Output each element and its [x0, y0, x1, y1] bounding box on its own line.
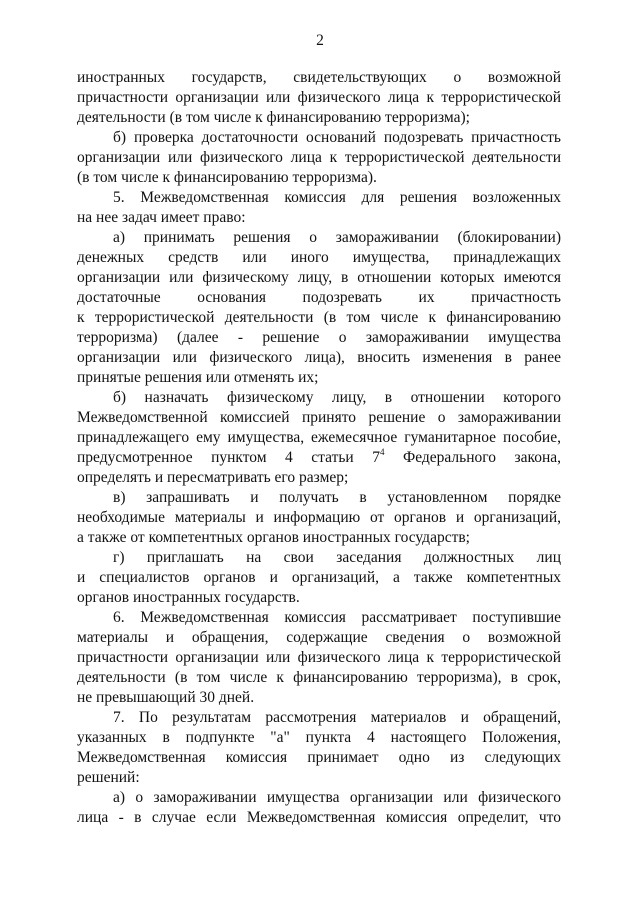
text-line: деятельности (в том числе к финансированию терроризма), в срок,: [77, 669, 561, 686]
text-line: в) запрашивать и получать в установленном порядке: [113, 489, 561, 506]
page-number: 2: [316, 32, 324, 49]
text-line: денежных средств или иного имущества, принадлежащих: [77, 249, 561, 266]
paragraph: [77, 488, 561, 548]
text-line: указанных в подпункте "а" пункта 4 настоящего Положения,: [77, 729, 561, 746]
text-line: а) о замораживании имущества организации или физического: [113, 789, 561, 806]
paragraph: [77, 228, 561, 388]
paragraph: [77, 708, 561, 788]
text-line: причастности организации или физического лица к террористической: [77, 649, 561, 666]
text-line: к террористической деятельности (в том числе к финансированию: [77, 309, 561, 326]
text-fragment: предусмотренное пунктом 4 статьи 7: [77, 449, 380, 466]
paragraph: [77, 128, 561, 188]
text-line: 7. По результатам рассмотрения материалов и обращений,: [113, 709, 561, 726]
text-line: б) назначать физическому лицу, в отношении которого: [113, 389, 561, 406]
text-line: лица - в случае если Межведомственная комиссия определит, что: [77, 809, 561, 826]
text-line: [77, 448, 561, 468]
text-line: Межведомственная комиссия принимает одно из следующих: [77, 749, 561, 766]
text-line: Межведомственной комиссией принято решение о замораживании: [77, 409, 561, 426]
text-line: достаточные основания подозревать их причастность: [77, 289, 561, 306]
text-line: терроризма) (далее - решение о замораживании имущества: [77, 329, 561, 346]
text-line: не превышающий 30 дней.: [77, 689, 255, 706]
text-line: принадлежащего ему имущества, ежемесячное гуманитарное пособие,: [77, 429, 561, 446]
paragraph: [77, 548, 561, 608]
text-line: решений:: [77, 769, 140, 786]
paragraph: [77, 388, 561, 488]
paragraph: [77, 68, 561, 128]
text-line: необходимые материалы и информацию от органов и организаций,: [77, 509, 561, 526]
text-line: материалы и обращения, содержащие сведения о возможной: [77, 629, 561, 646]
text-line: б) проверка достаточности оснований подозревать причастность: [113, 129, 561, 146]
text-line: принятые решения или отменять их;: [77, 369, 319, 386]
text-line: а также от компетентных органов иностранных государств;: [77, 529, 470, 546]
text-line: (в том числе к финансированию терроризма).: [77, 169, 377, 186]
text-line: на нее задач имеет право:: [77, 209, 246, 226]
paragraph: [77, 608, 561, 708]
text-line: деятельности (в том числе к финансированию терроризма);: [77, 109, 470, 126]
paragraph: [77, 788, 561, 828]
document-body: [77, 68, 561, 828]
text-line: а) принимать решения о замораживании (блокировании): [113, 229, 561, 246]
text-line: организации или физическому лицу, в отношении которых имеются: [77, 269, 561, 286]
paragraph: [77, 188, 561, 228]
text-line: 5. Межведомственная комиссия для решения возложенных: [113, 189, 561, 206]
text-line: определять и пересматривать его размер;: [77, 469, 349, 486]
text-line: организации или физического лица к террористической деятельности: [77, 149, 561, 166]
text-line: и специалистов органов и организаций, а также компетентных: [77, 569, 561, 586]
text-line: органов иностранных государств.: [77, 589, 300, 606]
text-line: 6. Межведомственная комиссия рассматривает поступившие: [113, 609, 561, 626]
text-line: причастности организации или физического лица к террористической: [77, 89, 561, 106]
text-line: организации или физического лица), вносить изменения в ранее: [77, 349, 561, 366]
text-fragment: Федерального закона,: [384, 449, 561, 466]
superscript: 4: [379, 447, 385, 457]
text-line: иностранных государств, свидетельствующих о возможной: [77, 69, 561, 86]
text-line: г) приглашать на свои заседания должностных лиц: [113, 549, 561, 566]
